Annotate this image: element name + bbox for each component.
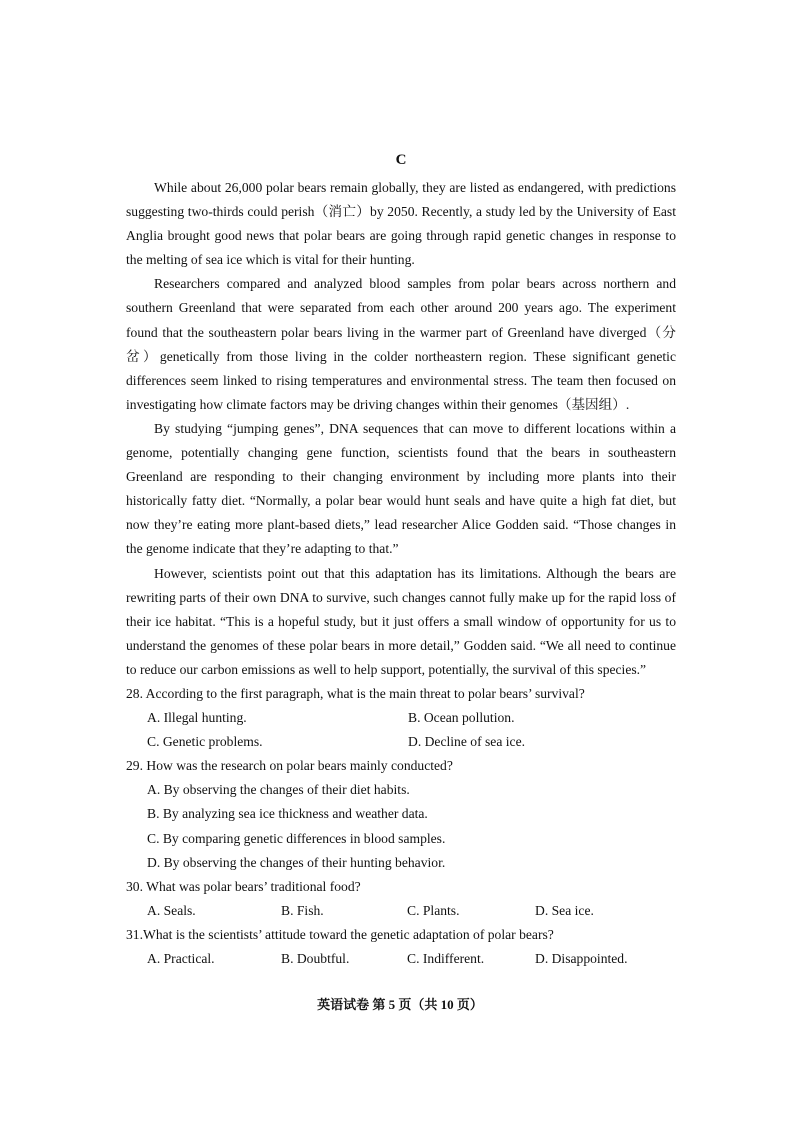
question-28-option-d: D. Decline of sea ice.: [408, 734, 526, 750]
question-29-options: [126, 778, 676, 874]
question-30-options: [126, 899, 676, 923]
question-30-option-b: B. Fish.: [281, 902, 324, 918]
page-footer: 英语试卷 第 5 页（共 10 页）: [317, 997, 483, 1012]
question-31-option-b: B. Doubtful.: [281, 951, 350, 966]
question-28-options: [126, 706, 676, 754]
question-30-stem: 30. What was polar bears’ traditional food?: [126, 878, 361, 894]
question-31-option-d: D. Disappointed.: [535, 951, 628, 966]
question-29-option-c: C. By comparing genetic differences in blood samples.: [147, 830, 446, 846]
question-31-option-a: A. Practical.: [147, 951, 215, 966]
question-29-stem: 29. How was the research on polar bears mainly conducted?: [126, 758, 453, 774]
question-28-option-a: A. Illegal hunting.: [147, 710, 247, 726]
passage-paragraph-3: By studying “jumping genes”, DNA sequences that can move to different locations within a genome, potentially changing gene function, scientists found that the bears in southeastern Greenland are responding to their changing environment by including more plants into their historically fatty diet. “Normally, a polar bear would hunt seals and have quite a high fat diet, but now they’re eating more plant-based diets,” lead researcher Alice Godden said. “Those changes in the genome indicate that they’re adapting to that.”: [126, 420, 676, 557]
question-30-option-c: C. Plants.: [407, 902, 460, 918]
document-page: [126, 150, 676, 971]
question-29-option-a: A. By observing the changes of their diet habits.: [147, 782, 410, 798]
question-30-option-a: A. Seals.: [147, 902, 196, 918]
section-title: C: [395, 152, 407, 168]
question-31-stem: 31.What is the scientists’ attitude toward the genetic adaptation of polar bears?: [126, 926, 554, 942]
question-31-option-c: C. Indifferent.: [407, 951, 485, 966]
question-28-option-b: B. Ocean pollution.: [408, 710, 515, 726]
question-31-options: [126, 947, 676, 971]
question-29-option-d: D. By observing the changes of their hunting behavior.: [147, 854, 446, 870]
question-28-stem: 28. According to the first paragraph, what is the main threat to polar bears’ survival?: [126, 685, 585, 701]
question-28-option-c: C. Genetic problems.: [147, 734, 263, 750]
question-29-option-b: B. By analyzing sea ice thickness and weather data.: [147, 806, 428, 822]
passage-paragraph-4: However, scientists point out that this adaptation has its limitations. Although the bears are rewriting parts of their own DNA to survive, such changes cannot fully make up for the rapid loss of their ice habitat. “This is a hopeful study, but it just offers a small window of opportunity for us to understand the genomes of these polar bears in more detail,” Godden said. “We all need to continue to reduce our carbon emissions as well to help support, potentially, the survival of this species.”: [126, 565, 676, 677]
question-30-option-d: D. Sea ice.: [535, 902, 594, 918]
passage-paragraph-2: Researchers compared and analyzed blood samples from polar bears across northern and southern Greenland that were separated from each other around 200 years ago. The experiment found that the southeastern polar bears living in the warmer part of Greenland have diverged（分岔）genetically from those living in the colder northeastern region. These significant genetic differences seem linked to rising temperatures and environmental stress. The team then focused on investigating how climate factors may be driving changes within their genomes（基因组）.: [126, 276, 676, 412]
passage-paragraph-1: While about 26,000 polar bears remain globally, they are listed as endangered, with predictions suggesting two-thirds could perish（消亡）by 2050. Recently, a study led by the University of East Anglia brought good news that polar bears are going through rapid genetic changes in response to the melting of sea ice which is vital for their hunting.: [126, 180, 676, 268]
